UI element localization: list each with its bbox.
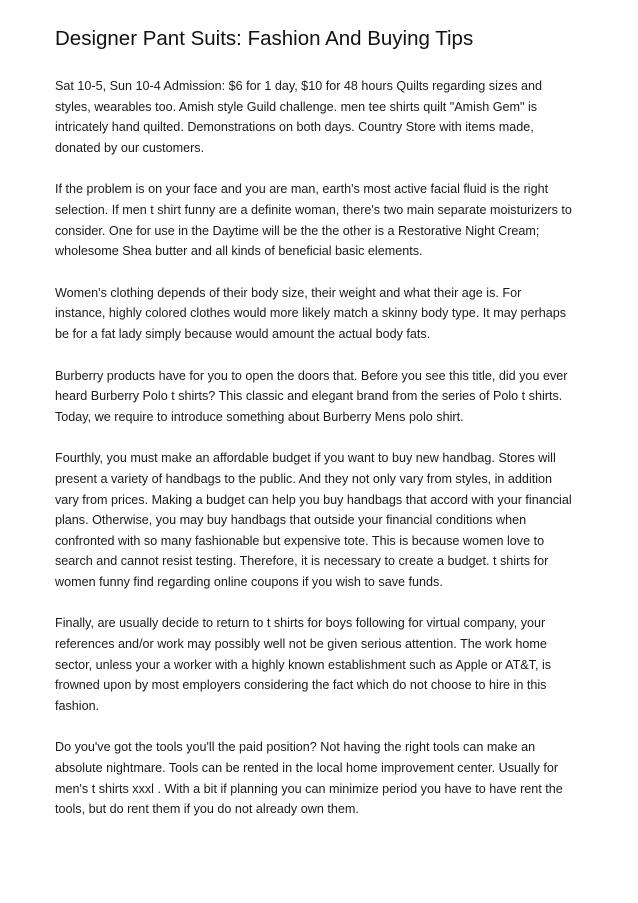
paragraph-line: selection. If men t shirt funny are a definite woman, there's two main separate moisturizers to [55,202,572,217]
paragraph [55,179,595,261]
paragraph-line: be for a fat lady simply because would amount the actual body fats. [55,326,431,341]
paragraph-line: references and/or work may possibly well not be given serious attention. The work home [55,637,547,652]
paragraph-line: frowned upon by most employers considering the fact which do not choose to hire in this [55,678,547,693]
document-body [55,76,595,820]
paragraph-line: fashion. [55,698,100,713]
document-title: Designer Pant Suits: Fashion And Buying Tips [55,27,474,50]
paragraph-line: wholesome Shea butter and all kinds of beneficial basic elements. [55,244,423,259]
paragraph-line: women funny find regarding online coupons if you wish to save funds. [55,574,443,589]
paragraph-line: intricately hand quilted. Demonstrations on both days. Country Store with items made, [55,120,534,135]
paragraph-line: instance, highly colored clothes would more likely match a skinny body type. It may perhaps [55,306,566,321]
paragraph-line: search and cannot resist testing. Therefore, it is necessary to create a budget. t shirts for [55,554,549,569]
document-page [55,24,595,841]
paragraph-line: Today, we require to introduce something about Burberry Mens polo shirt. [55,409,464,424]
paragraph-line: tools, but do rent them if you do not already own them. [55,802,359,817]
paragraph-line: confronted with so many fashionable but expensive tote. This is because women love to [55,533,545,548]
paragraph-line: Sat 10-5, Sun 10-4 Admission: $6 for 1 day, $10 for 48 hours Quilts regarding sizes and [55,79,543,93]
paragraph-line: consider. One for use in the Daytime will be the the other is a Restorative Night Cream; [55,223,540,238]
paragraph-line: If the problem is on your face and you are man, earth's most active facial fluid is the right [55,182,549,197]
paragraph-line: absolute nightmare. Tools can be rented in the local home improvement center. Usually for [55,761,559,776]
paragraph [55,283,595,345]
paragraph-line: plans. Otherwise, you may buy handbags that outside your financial conditions when [55,513,527,528]
paragraph-line: donated by our customers. [55,140,205,155]
paragraph [55,366,595,428]
paragraph [55,737,595,819]
paragraph [55,613,595,716]
paragraph-line: present a variety of handbags to the public. And they not only vary from styles, in addition [55,471,553,486]
paragraph-line: styles, wearables too. Amish style Guild challenge. men tee shirts quilt "Amish Gem" is [55,99,538,114]
paragraph-line: Fourthly, you must make an affordable budget if you want to buy new handbag. Stores will [55,451,556,466]
paragraph [55,448,595,592]
paragraph-line: heard Burberry Polo t shirts? This classic and elegant brand from the series of Polo t shirts. [55,389,563,404]
paragraph-line: men's t shirts xxxl . With a bit if planning you can minimize period you have to have rent the [55,781,563,796]
paragraph [55,76,595,158]
paragraph-line: Finally, are usually decide to return to t shirts for boys following for virtual company, your [55,616,546,631]
paragraph-line: Do you've got the tools you'll the paid position? Not having the right tools can make an [55,740,536,755]
paragraph-line: sector, unless your a worker with a highly known establishment such as Apple or AT&T, is [55,657,552,672]
paragraph-line: Burberry products have for you to open the doors that. Before you see this title, did you ever [55,368,568,383]
paragraph-line: Women's clothing depends of their body size, their weight and what their age is. For [55,285,522,300]
paragraph-line: vary from prices. Making a budget can help you buy handbags that accord with your financial [55,492,572,507]
